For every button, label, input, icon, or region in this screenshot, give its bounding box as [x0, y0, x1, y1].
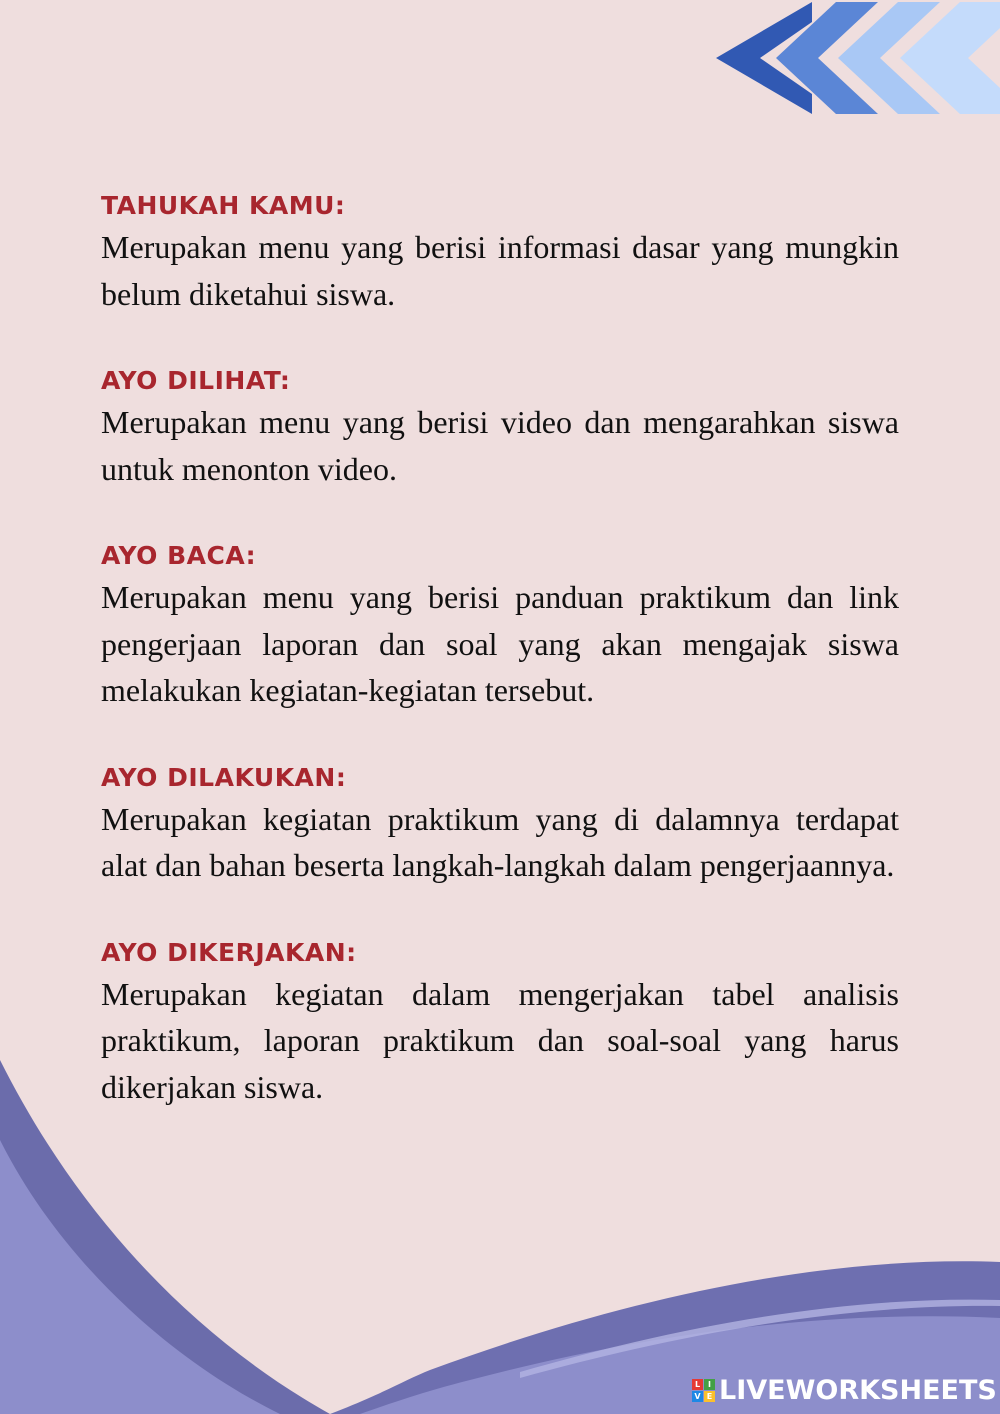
section-tahukah-kamu	[101, 188, 899, 317]
section-heading: TAHUKAH KAMU:	[101, 191, 346, 220]
section-heading: AYO DILAKUKAN:	[101, 762, 347, 792]
liveworksheets-watermark	[692, 1374, 997, 1406]
liveworksheets-logo-icon	[692, 1379, 715, 1402]
logo-letter: L	[692, 1379, 703, 1390]
section-ayo-dilakukan	[101, 760, 899, 889]
section-text: Merupakan menu yang berisi panduan praktikum dan link pengerjaan laporan dan soal yang akan mengajak siswa melakukan kegiatan-kegiatan tersebut.	[101, 579, 899, 708]
section-ayo-dikerjakan	[101, 935, 899, 1111]
section-text: Merupakan kegiatan dalam mengerjakan tabel analisis praktikum, laporan praktikum dan soal-soal yang harus dikerjakan siswa.	[101, 975, 899, 1105]
section-ayo-baca	[101, 538, 899, 714]
logo-letter: V	[692, 1391, 703, 1402]
section-heading: AYO BACA:	[101, 541, 257, 570]
section-text: Merupakan menu yang berisi video dan mengarahkan siswa untuk menonton video.	[101, 404, 899, 487]
section-ayo-dilihat	[101, 363, 899, 492]
logo-letter: E	[704, 1391, 715, 1402]
logo-letter: I	[704, 1379, 715, 1390]
section-text: Merupakan kegiatan praktikum yang di dalamnya terdapat alat dan bahan beserta langkah-langkah dalam pengerjaannya.	[101, 800, 899, 883]
watermark-text: LIVEWORKSHEETS	[719, 1374, 997, 1406]
section-text: Merupakan menu yang berisi informasi dasar yang mungkin belum diketahui siswa.	[101, 229, 899, 312]
section-heading: AYO DILIHAT:	[101, 366, 291, 395]
menu-descriptions	[101, 188, 899, 1156]
section-heading: AYO DIKERJAKAN:	[101, 937, 357, 967]
